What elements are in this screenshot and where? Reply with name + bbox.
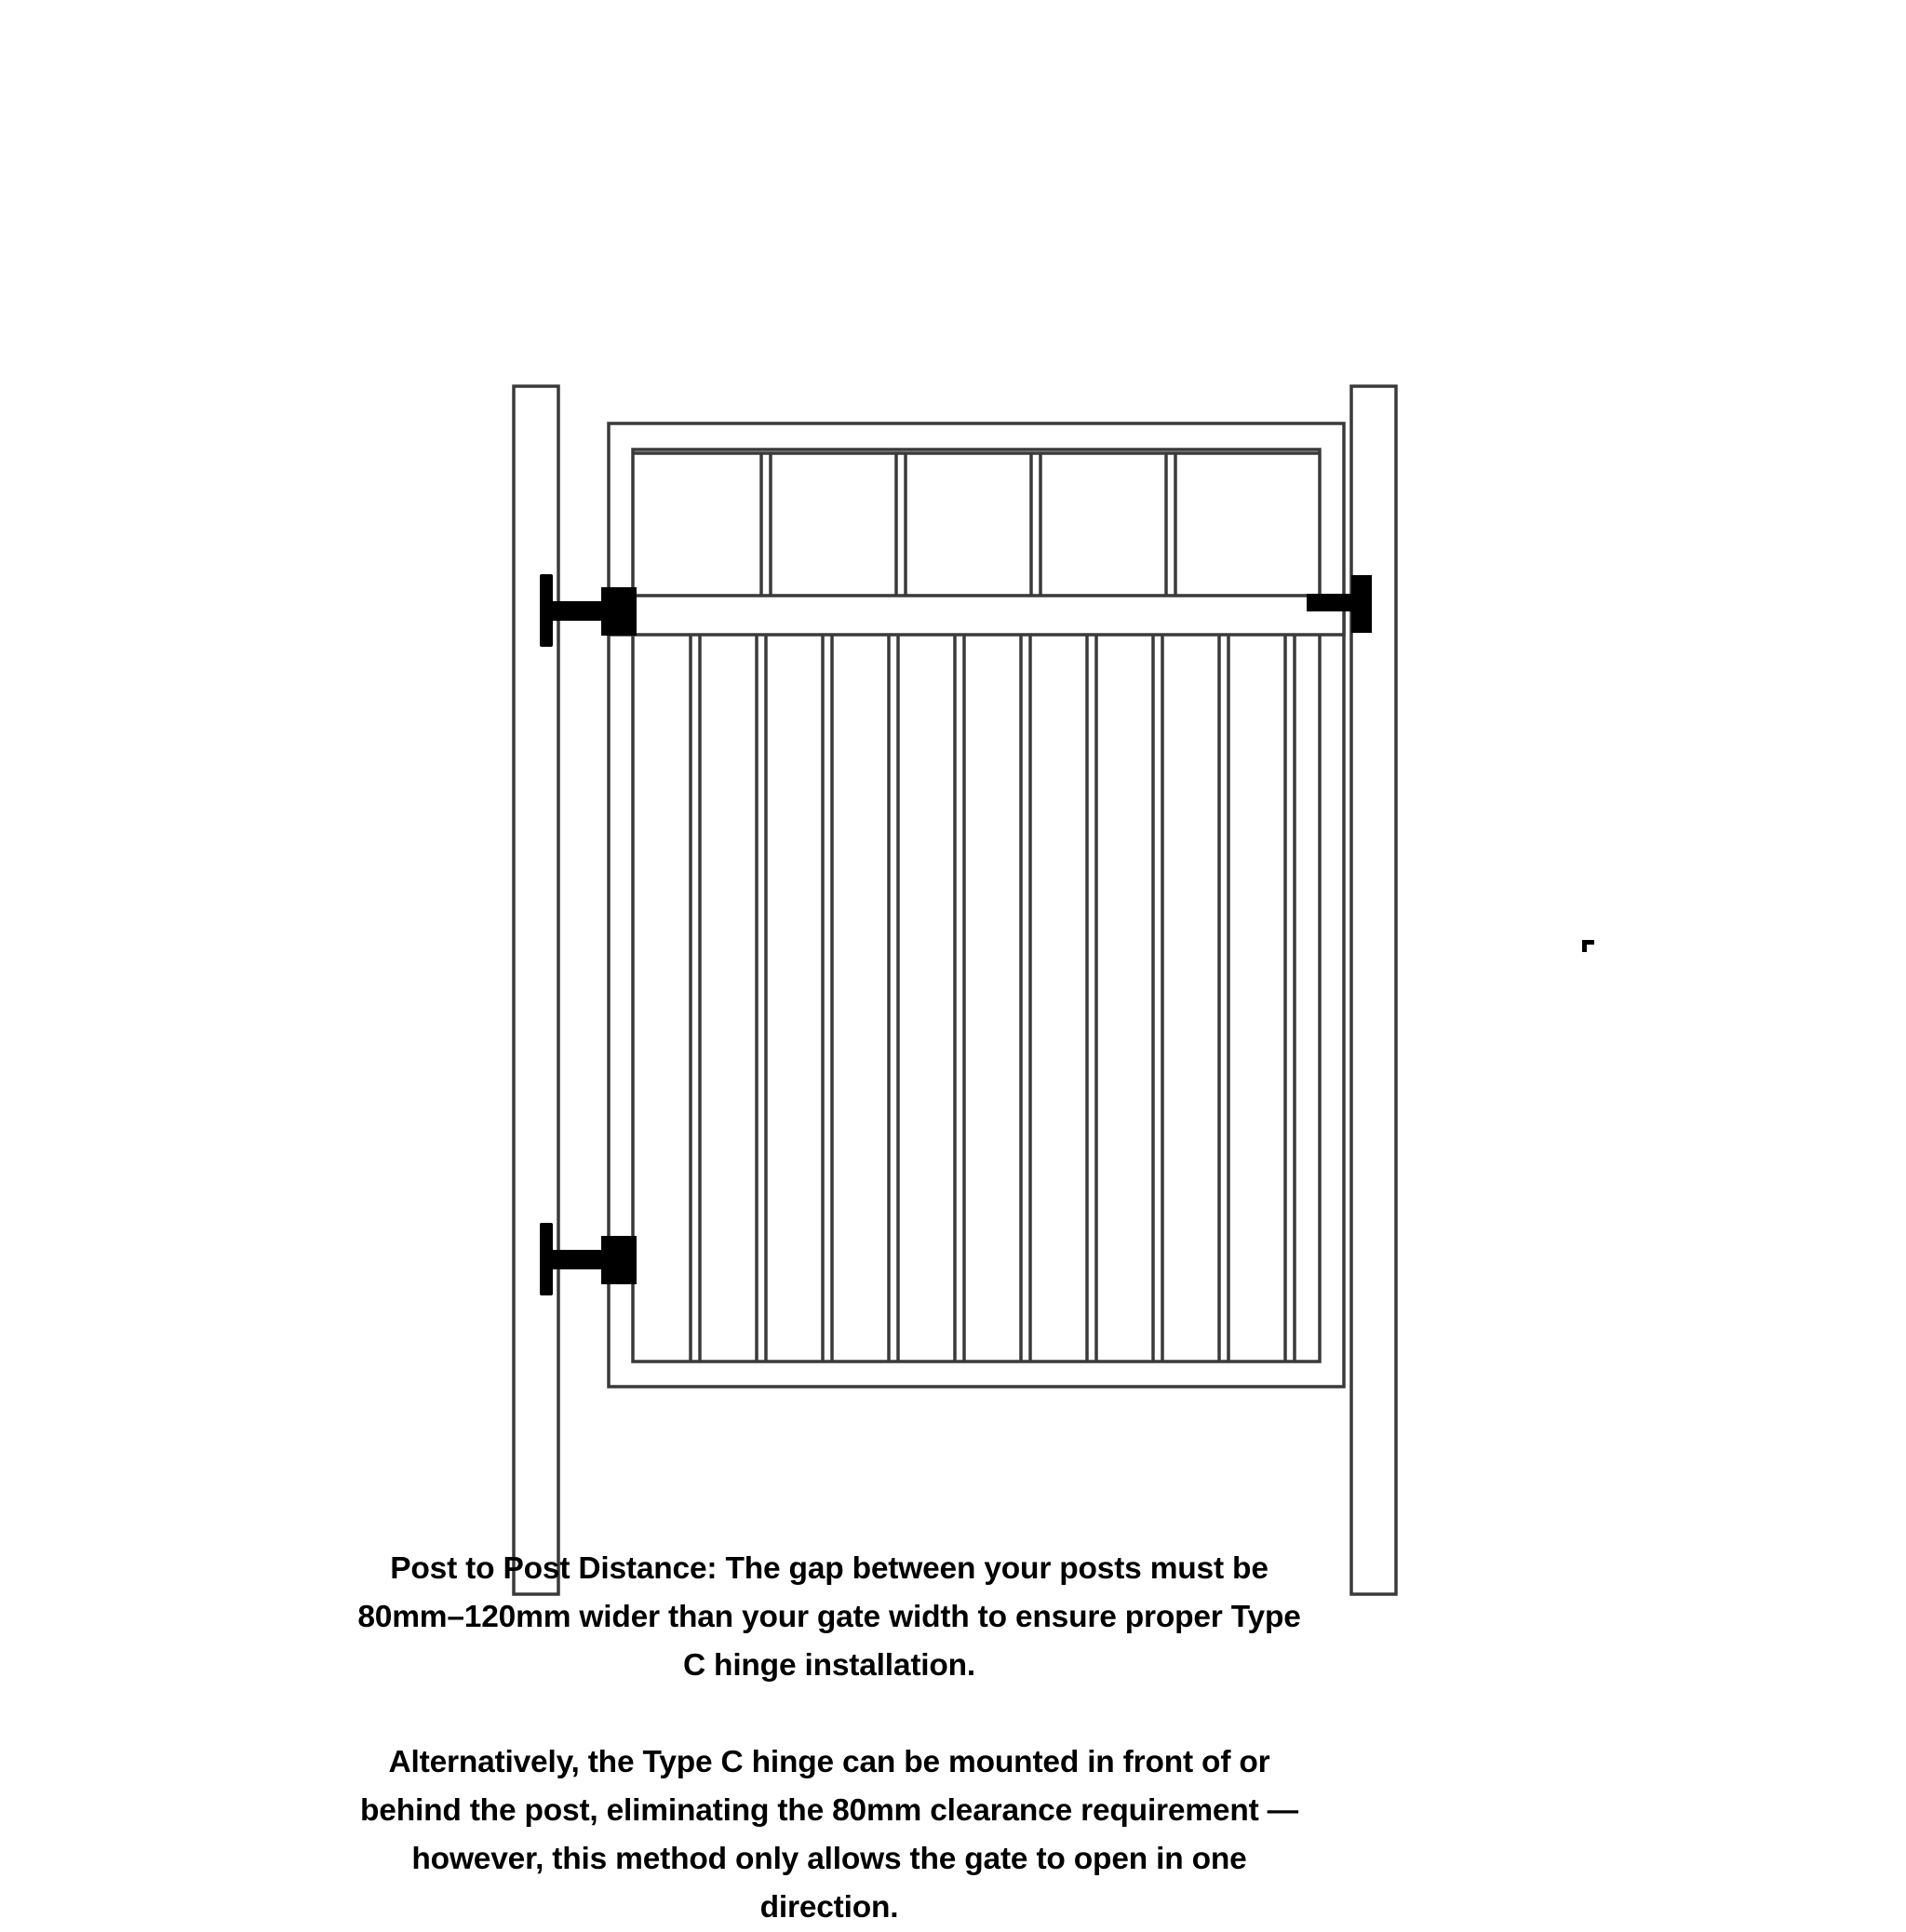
picket-6: [1021, 635, 1030, 1362]
picket-5: [955, 635, 964, 1362]
picket-10: [1285, 635, 1295, 1362]
top-panel-divider-1: [761, 453, 771, 596]
caption-paragraph-2: Alternatively, the Type C hinge can be mounted in front of or behind the post, eliminating the 80mm clearance requirement — however, this method only allows the gate to open in one direction.: [360, 1745, 1298, 1925]
top-panel-section: [633, 453, 1320, 596]
left-post: [514, 386, 558, 1594]
top-panel-divider-3: [1031, 453, 1040, 596]
gate-outer-frame: [609, 423, 1344, 1387]
top-panel-divider-4: [1166, 453, 1175, 596]
stray-artifact-mark: [1582, 940, 1594, 952]
picket-9: [1219, 635, 1228, 1362]
picket-1: [691, 635, 700, 1362]
gate-mid-rail: [609, 596, 1344, 635]
picket-group: [691, 635, 1295, 1362]
right-post: [1351, 386, 1396, 1594]
picket-2: [757, 635, 766, 1362]
picket-8: [1153, 635, 1162, 1362]
top-panel-divider-2: [896, 453, 906, 596]
caption-paragraph-1: Post to Post Distance: The gap between your posts must be 80mm–120mm wider than your gate width to ensure proper Type C hinge installation.: [357, 1551, 1301, 1683]
picket-3: [823, 635, 832, 1362]
caption-block: [354, 1545, 1305, 1932]
picket-4: [889, 635, 898, 1362]
picket-7: [1087, 635, 1096, 1362]
gate-inner-frame: [633, 449, 1320, 1362]
